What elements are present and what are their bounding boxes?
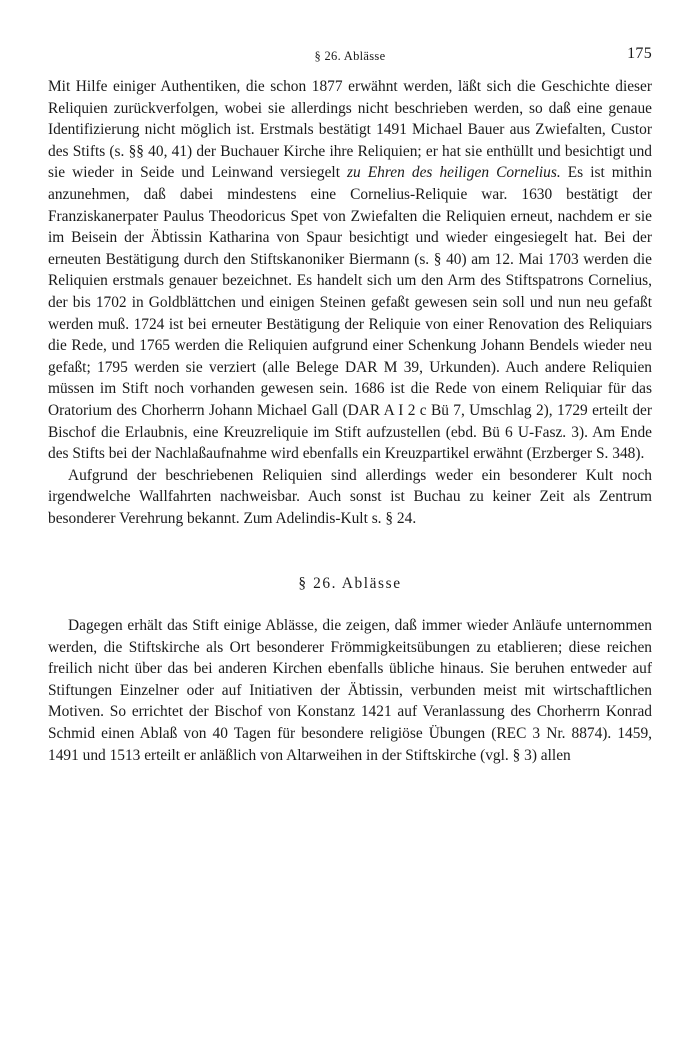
section-heading: § 26. Ablässe <box>298 575 402 593</box>
italic-quote: zu Ehren des heiligen Cornelius. <box>347 164 561 182</box>
page-number: 175 <box>627 45 652 62</box>
paragraph-reliquien-history <box>48 76 652 465</box>
paragraph-kult: Aufgrund der beschriebenen Reliquien sind allerdings weder ein besonderer Kult noch irgendwelche Wallfahrten nachweisbar. Auch sonst ist Buchau zu keiner Zeit als Zentrum besonderer Verehrung bekannt. Zum Adelindis-Kult s. § 24. <box>48 466 652 527</box>
paragraph-text: Es ist mithin anzunehmen, daß dabei mindestens eine Cornelius-Reliquie war. 1630 bestätigt der Franziskanerpater Paulus Theodoricus Spet von Zwiefalten die Reliquien erneut, nachdem er sie im Beisein der Äbtissin Katharina von Spaur besichtigt und wieder eingesiegelt hat. Bei der erneuten Bestätigung durch den Stiftskanoniker Biermann (s. § 40) am 12. Mai 1703 werden die Reliquien erstmals genauer bezeichnet. Es handelt sich um den Arm des Stiftspatrons Cornelius, der bis 1702 in Goldblättchen und einigen Steinen gefaßt gewesen sein soll und nun neu gefaßt werden muß. 1724 ist bei erneuter Bestätigung der Reliquie von einer Renovation des Reliquiars die Rede, und 1765 werden die Reliquien aufgrund einer Schenkung Johann Bendels wieder neu gefaßt; 1795 werden sie verziert (alle Belege DAR M 39, Urkunden). Auch andere Reliquien müssen im Stift noch vorhanden gewesen sein. 1686 ist die Rede von einem Reliquiar für das Oratorium des Chorherrn Johann Michael Gall (DAR A I 2 c Bü 7, Umschlag 2), 1729 erteilt der Bischof die Erlaubnis, eine Kreuzreliquie im Stift aufzustellen (ebd. Bü 6 U-Fasz. 3). Am Ende des Stifts bei der Nachlaßaufnahme wird ebenfalls ein Kreuzpartikel erwähnt (Erzberger S. 348). <box>48 164 652 463</box>
running-head <box>48 44 652 68</box>
paragraph-ablaesse: Dagegen erhält das Stift einige Ablässe, die zeigen, daß immer wieder Anläufe unternommen werden, die Stiftskirche als Ort besonderer Frömmigkeitsübungen zu etablieren; diese reichen freilich nicht über das bei anderen Kirchen ebenfalls übliche hinaus. Sie beruhen entweder auf Stiftungen Einzelner oder auf Initiativen der Äbtissin, verbunden meist mit wirtschaftlichen Motiven. So errichtet der Bischof von Konstanz 1421 auf Veranlassung des Chorherrn Konrad Schmid einen Ablaß von 40 Tagen für besondere religiöse Übungen (REC 3 Nr. 8874). 1459, 1491 und 1513 erteilt er anläßlich von Altarweihen in der Stiftskirche (vgl. § 3) allen <box>48 617 652 764</box>
book-page <box>48 44 652 766</box>
paragraph-text: Mit Hilfe einiger Authentiken, die schon 1877 erwähnt werden, läßt sich die Geschichte dieser Reliquien zurückverfolgen, wobei sie allerdings nicht beschrieben werden, so daß eine genaue Identifizierung nicht möglich ist. Erstmals bestätigt 1491 Michael Bauer aus Zwiefalten, Custor des Stifts (s. §§ 40, 41) der Buchauer Kirche ihre Reliquien; er hat sie enthüllt und besichtigt und sie wieder in Seide und Leinwand versiegelt <box>48 78 652 182</box>
body-text <box>48 76 652 766</box>
running-title: § 26. Ablässe <box>314 49 386 63</box>
